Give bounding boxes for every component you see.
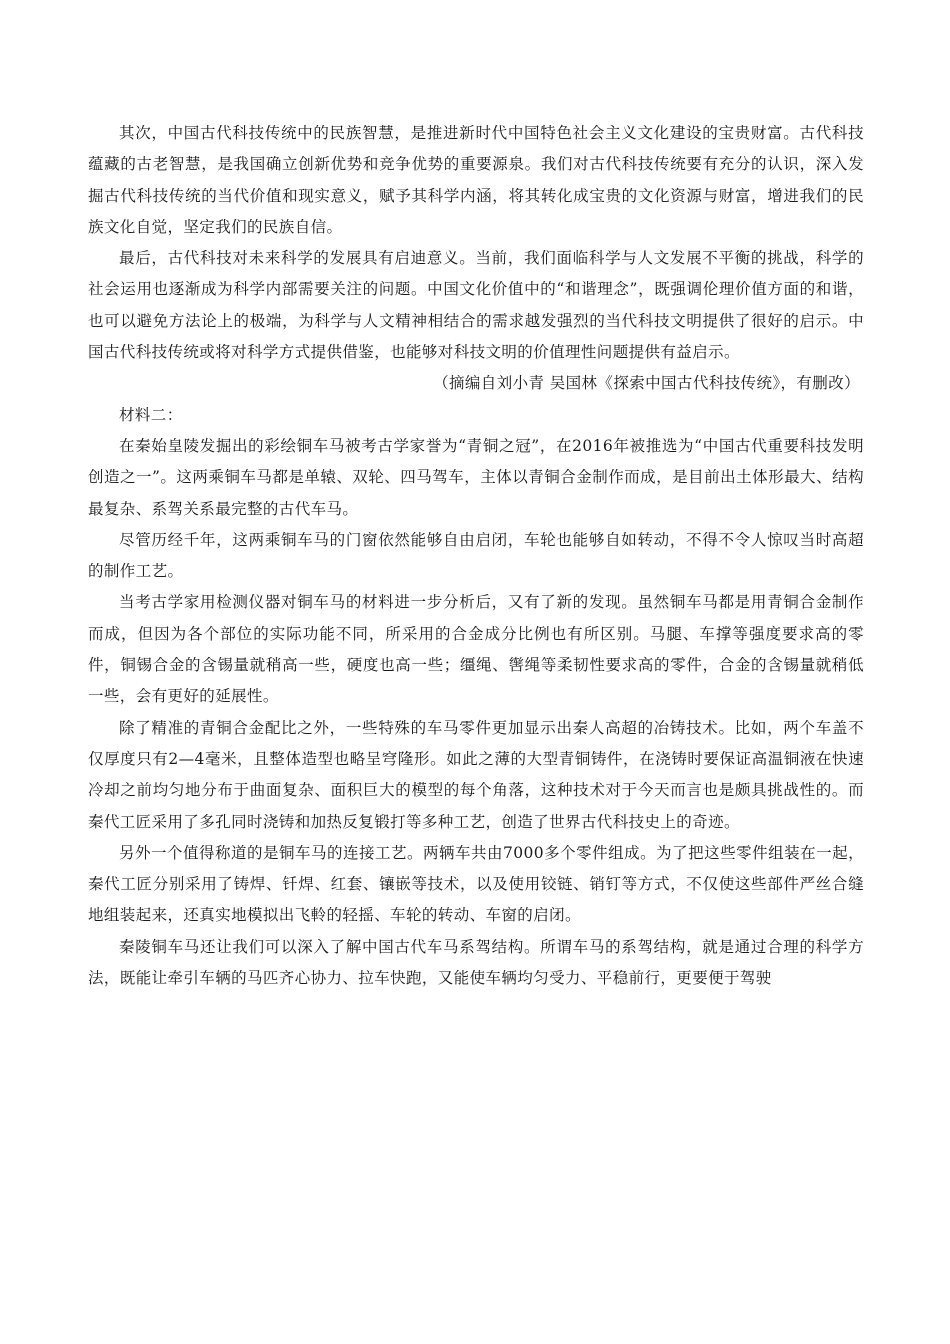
source-citation: （摘编自刘小青 吴国林《探索中国古代科技传统》，有删改）	[433, 374, 860, 393]
paragraph: 当考古学家用检测仪器对铜车马的材料进一步分析后，又有了新的发现。虽然铜车马都是用青铜合金制作而成，但因为各个部位的实际功能不同，所采用的合金成分比例也有所区别。马腿、车撑等强度要求高的零件，铜锡合金的含锡量就稍高一些，硬度也高一些；缰绳、辔绳等柔韧性要求高的零件，合金的含锡量就稍低一些，会有更好的延展性。	[88, 593, 864, 706]
paragraph: 另外一个值得称道的是铜车马的连接工艺。两辆车共由7000多个零件组成。为了把这些零件组装在一起，秦代工匠分别采用了铸焊、钎焊、红套、镶嵌等技术，以及使用铰链、销钉等方式，不仅使这些部件严丝合缝地组装起来，还真实地模拟出飞軨的轻摇、车轮的转动、车窗的启闭。	[88, 843, 864, 925]
paragraph: 尽管历经千年，这两乘铜车马的门窗依然能够自由启闭，车轮也能够自如转动，不得不令人惊叹当时高超的制作工艺。	[88, 530, 864, 581]
paragraph: 在秦始皇陵发掘出的彩绘铜车马被考古学家誉为“青铜之冠”，在2016年被推选为“中国古代重要科技发明创造之一”。这两乘铜车马都是单辕、双轮、四马驾车，主体以青铜合金制作而成，是目前出土体形最大、结构最复杂、系驾关系最完整的古代车马。	[88, 436, 864, 518]
paragraph: 秦陵铜车马还让我们可以深入了解中国古代车马系驾结构。所谓车马的系驾结构，就是通过合理的科学方法，既能让牵引车辆的马匹齐心协力、拉车快跑，又能使车辆均匀受力、平稳前行，更要便于驾驶	[88, 937, 864, 988]
paragraph: 最后，古代科技对未来科学的发展具有启迪意义。当前，我们面临科学与人文发展不平衡的挑战，科学的社会运用也逐渐成为科学内部需要关注的问题。中国文化价值中的“和谐理念”，既强调伦理价值方面的和谐，也可以避免方法论上的极端，为科学与人文精神相结合的需求越发强烈的当代科技文明提供了很好的启示。中国古代科技传统或将对科学方式提供借鉴，也能够对科技文明的价值理性问题提供有益启示。	[88, 249, 864, 362]
paragraph: 除了精准的青铜合金配比之外，一些特殊的车马零件更加显示出秦人高超的冶铸技术。比如，两个车盖不仅厚度只有2—4毫米，且整体造型也略呈穹隆形。如此之薄的大型青铜铸件，在浇铸时要保证高温铜液在快速冷却之前均匀地分布于曲面复杂、面积巨大的模型的每个角落，这种技术对于今天而言也是颇具挑战性的。而秦代工匠采用了多孔同时浇铸和加热反复锻打等多种工艺，创造了世界古代科技史上的奇迹。	[88, 718, 864, 831]
document-page	[88, 118, 864, 994]
paragraph: 其次，中国古代科技传统中的民族智慧，是推进新时代中国特色社会主义文化建设的宝贵财富。古代科技蕴藏的古老智慧，是我国确立创新优势和竞争优势的重要源泉。我们对古代科技传统要有充分的认识，深入发掘古代科技传统的当代价值和现实意义，赋予其科学内涵，将其转化成宝贵的文化资源与财富，增进我们的民族文化自觉，坚定我们的民族自信。	[88, 124, 864, 236]
section-heading: 材料二：	[119, 405, 183, 424]
